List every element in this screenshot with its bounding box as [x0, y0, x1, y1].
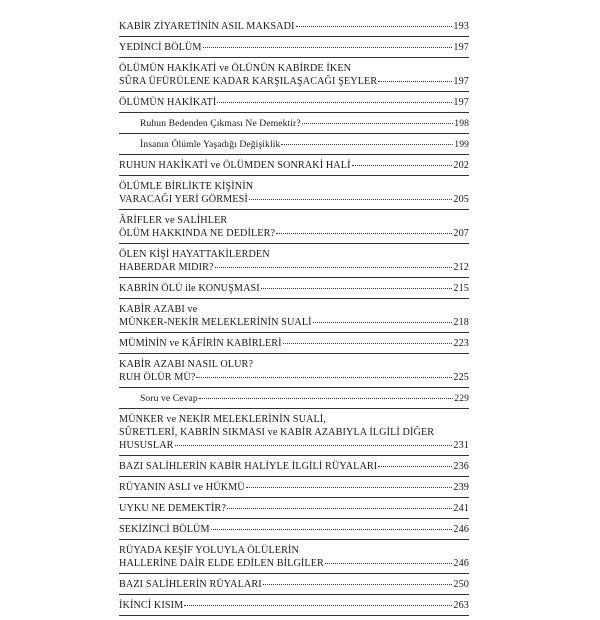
toc-entry-title: MÜNKER ve NEKİR MELEKLERİNİN SUALİ, — [119, 414, 326, 425]
dot-leader — [313, 322, 453, 323]
entry-separator — [119, 594, 469, 595]
entry-separator — [119, 243, 469, 244]
toc-entry-title: ÖLÜMÜN HAKİKATİ ve ÖLÜNÜN KABİRDE İKEN — [119, 63, 352, 74]
entry-separator — [119, 497, 469, 498]
toc-page-number: 263 — [453, 600, 469, 611]
toc-page-number: 225 — [453, 372, 469, 383]
toc-entry-title: SÛRETLERİ, KABRİN SIKMASI ve KABİR AZABIYLA İLGİLİ DİĞER — [119, 427, 435, 438]
dot-leader — [283, 343, 453, 344]
dot-leader — [352, 165, 453, 166]
dot-leader — [263, 584, 453, 585]
toc-page-number: 198 — [454, 118, 469, 129]
entry-separator — [119, 209, 469, 210]
entry-separator — [119, 57, 469, 58]
entry-separator — [119, 277, 469, 278]
toc-entry-title: KABİR AZABI ve — [119, 304, 198, 315]
toc-page-number: 193 — [453, 21, 469, 32]
toc-page-number: 197 — [453, 97, 469, 108]
toc-entry[interactable] — [119, 599, 469, 612]
toc-page-number: 197 — [453, 42, 469, 53]
dot-leader — [325, 563, 452, 564]
toc-page-number: 239 — [453, 482, 469, 493]
toc-entry-title: HABERDAR MIDIR? — [119, 262, 214, 273]
dot-leader — [378, 81, 452, 82]
toc-entry-title: Ruhun Bedenden Çıkması Ne Demektir? — [140, 118, 301, 129]
toc-entry[interactable] — [119, 358, 469, 384]
dot-leader — [215, 267, 453, 268]
toc-entry[interactable] — [119, 544, 469, 570]
toc-entry[interactable] — [119, 138, 469, 151]
entry-separator — [119, 175, 469, 176]
toc-entry[interactable] — [119, 460, 469, 473]
entry-separator — [119, 154, 469, 155]
dot-leader — [217, 102, 452, 103]
toc-entry-title: ÖLÜMLE BİRLİKTE KİŞİNİN — [119, 181, 254, 192]
toc-entry[interactable] — [119, 481, 469, 494]
dot-leader — [227, 508, 452, 509]
toc-entry-title: İnsanın Ölümle Yaşadığı Değişiklik — [140, 139, 281, 150]
toc-entry-title: HUSUSLAR — [119, 440, 174, 451]
toc-page-number: 218 — [453, 317, 469, 328]
toc-entry-title: ÂRİFLER ve SALİHLER — [119, 215, 228, 226]
toc-page-number: 246 — [453, 558, 469, 569]
toc-entry-title: RUHUN HAKİKATİ ve ÖLÜMDEN SONRAKİ HALİ — [119, 160, 351, 171]
table-of-contents — [119, 20, 469, 620]
toc-entry-title: UYKU NE DEMEKTİR? — [119, 503, 226, 514]
entry-separator — [119, 573, 469, 574]
toc-entry[interactable] — [119, 159, 469, 172]
toc-entry[interactable] — [119, 117, 469, 130]
toc-page-number: 202 — [453, 160, 469, 171]
toc-entry-title: BAZI SALİHLERİN KABİR HALİYLE İLGİLİ RÜYALARI — [119, 461, 378, 472]
toc-entry[interactable] — [119, 62, 469, 88]
dot-leader — [246, 487, 453, 488]
dot-leader — [276, 233, 452, 234]
entry-separator — [119, 387, 469, 388]
toc-entry-title: İKİNCİ KISIM — [119, 600, 184, 611]
toc-page-number: 212 — [453, 262, 469, 273]
dot-leader — [261, 288, 453, 289]
dot-leader — [249, 199, 453, 200]
entry-separator — [119, 112, 469, 113]
entry-separator — [119, 408, 469, 409]
toc-entry-title: ÖLÜMÜN HAKİKATİ — [119, 97, 217, 108]
entry-separator — [119, 539, 469, 540]
entry-separator — [119, 36, 469, 37]
dot-leader — [184, 605, 452, 606]
toc-entry[interactable] — [119, 578, 469, 591]
dot-leader — [196, 377, 452, 378]
toc-entry[interactable] — [119, 502, 469, 515]
entry-separator — [119, 91, 469, 92]
entry-separator — [119, 455, 469, 456]
toc-entry-title: Soru ve Cevap — [140, 393, 198, 404]
toc-page-number: 215 — [453, 283, 469, 294]
entry-separator — [119, 353, 469, 354]
toc-entry[interactable] — [119, 303, 469, 329]
entry-separator — [119, 298, 469, 299]
toc-entry[interactable] — [119, 337, 469, 350]
dot-leader — [302, 123, 454, 124]
toc-entry-title: KABİR ZİYARETİNİN ASIL MAKSADI — [119, 21, 295, 32]
toc-page-number: 250 — [453, 579, 469, 590]
toc-page-number: 207 — [453, 228, 469, 239]
toc-entry[interactable] — [119, 180, 469, 206]
toc-entry-title: HALLERİNE DAİR ELDE EDİLEN BİLGİLER — [119, 558, 324, 569]
toc-entry[interactable] — [119, 282, 469, 295]
toc-entry[interactable] — [119, 392, 469, 405]
toc-entry[interactable] — [119, 248, 469, 274]
entry-separator — [119, 615, 469, 616]
dot-leader — [199, 398, 454, 399]
toc-entry-title: MÜNKER-NEKİR MELEKLERİNİN SUALİ — [119, 317, 312, 328]
toc-entry-title: YEDİNCİ BÖLÜM — [119, 42, 202, 53]
toc-page-number: 246 — [453, 524, 469, 535]
dot-leader — [211, 529, 453, 530]
toc-entry-title: KABRİN ÖLÜ ile KONUŞMASI — [119, 283, 260, 294]
toc-entry-title: KABİR AZABI NASIL OLUR? — [119, 359, 254, 370]
toc-entry-title: ÖLEN KİŞİ HAYATTAKİLERDEN — [119, 249, 270, 260]
dot-leader — [281, 144, 453, 145]
entry-separator — [119, 476, 469, 477]
toc-entry-title: VARACAĞI YERİ GÖRMESİ — [119, 194, 248, 205]
dot-leader — [296, 26, 453, 27]
toc-entry-title: MÜMİNİN ve KÂFİRİN KABİRLERİ — [119, 338, 282, 349]
entry-separator — [119, 332, 469, 333]
toc-entry-title: BAZI SALİHLERİN RÜYALARI — [119, 579, 262, 590]
entry-separator — [119, 133, 469, 134]
toc-page-number: 241 — [453, 503, 469, 514]
toc-entry-title: RÜYADA KEŞİF YOLUYLA ÖLÜLERİN — [119, 545, 299, 556]
toc-entry-title: RÜYANIN ASLI ve HÜKMÜ — [119, 482, 245, 493]
dot-leader — [378, 466, 452, 467]
toc-page-number: 205 — [453, 194, 469, 205]
toc-page-number: 197 — [453, 76, 469, 87]
toc-entry[interactable] — [119, 41, 469, 54]
toc-entry[interactable] — [119, 413, 469, 452]
toc-page-number: 229 — [454, 393, 469, 404]
toc-page-number: 231 — [453, 440, 469, 451]
entry-separator — [119, 518, 469, 519]
dot-leader — [203, 47, 453, 48]
toc-page-number: 236 — [453, 461, 469, 472]
toc-entry-title: RUH ÖLÜR MÜ? — [119, 372, 196, 383]
toc-entry-title: ÖLÜM HAKKINDA NE DEDİLER? — [119, 228, 276, 239]
toc-entry[interactable] — [119, 523, 469, 536]
toc-page-number: 223 — [453, 338, 469, 349]
toc-entry[interactable] — [119, 20, 469, 33]
toc-entry-title: SEKİZİNCİ BÖLÜM — [119, 524, 210, 535]
toc-entry-title: SÛRA ÜFÜRÜLENE KADAR KARŞILAŞACAĞI ŞEYLER — [119, 76, 378, 87]
toc-entry[interactable] — [119, 214, 469, 240]
dot-leader — [175, 445, 453, 446]
toc-entry[interactable] — [119, 96, 469, 109]
toc-page-number: 199 — [454, 139, 469, 150]
